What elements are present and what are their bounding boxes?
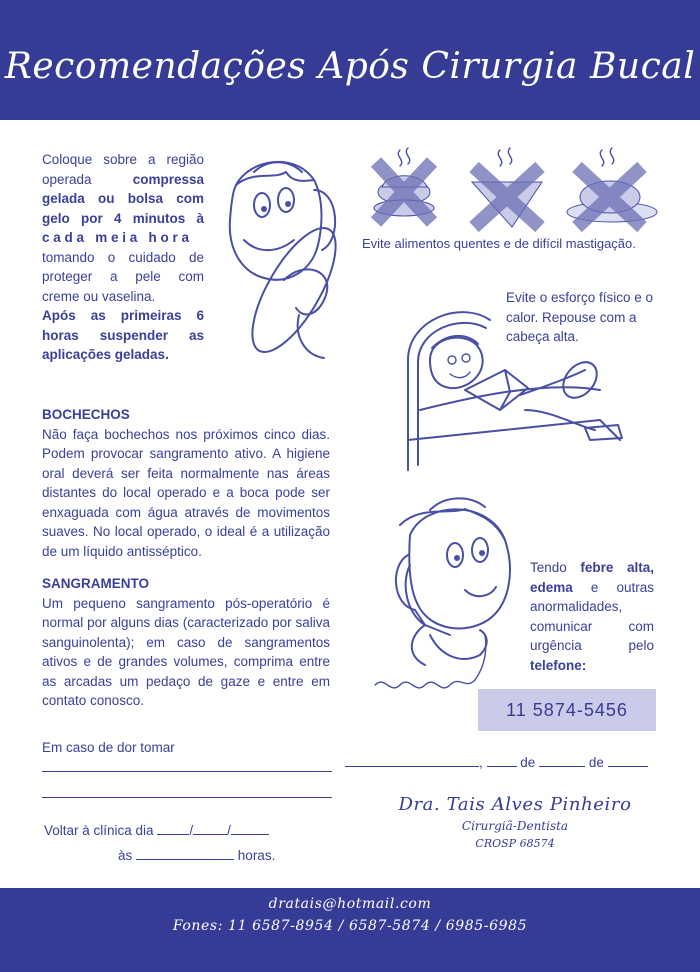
return-time-field[interactable] — [136, 845, 234, 860]
compress-line-2 — [42, 170, 204, 190]
phone-number-box: 11 5874-5456 — [478, 689, 656, 731]
page-title: Recomendações Após Cirurgia Bucal — [4, 46, 696, 87]
city-field[interactable] — [345, 752, 479, 767]
suspend-instructions — [42, 306, 204, 365]
return-date-line — [44, 820, 269, 838]
return-time-prefix: às — [118, 848, 133, 863]
return-year-field[interactable] — [231, 820, 269, 835]
boy-ice-pack-illustration — [214, 150, 354, 360]
suspend-line-1: Após as primeiras 6 — [42, 308, 204, 323]
footer-banner — [0, 888, 700, 972]
doctor-role: Cirurgiã-Dentista — [461, 819, 569, 833]
return-time-suffix: horas. — [237, 848, 276, 863]
footer-phones: Fones: 11 6587-8954 / 6587-5874 / 6985-6985 — [172, 918, 528, 934]
compress-line-2a: operada — [42, 171, 92, 187]
boy-telephone-illustration — [370, 495, 530, 695]
fever-text-1: Tendo — [530, 560, 581, 575]
sangramento-title: SANGRAMENTO — [42, 576, 150, 591]
date-separator-2: / — [227, 823, 231, 838]
compress-line-2b: compressa — [132, 171, 204, 187]
pain-medication-field-1[interactable] — [42, 771, 332, 772]
fever-text-2: e outras anormalidades, comunicar com urgência pelo — [530, 579, 654, 653]
compress-instructions — [42, 150, 204, 306]
date-de-2: de — [588, 755, 604, 770]
return-time-line — [118, 845, 275, 863]
bochechos-text: Não faça bochechos nos próximos cinco dias. Podem provocar sangramento ativo. A higiene oral deverá ser feita normalmente nas áreas distantes do local operado e a boca pode ser enxaguada com água através de movimentos suaves. No local operado, o ideal é a utilização de um líquido antisséptico. — [42, 426, 330, 559]
sangramento-text: Um pequeno sangramento pós-operatório é normal por alguns dias (caracterizado por saliva sanguinolenta); em caso de sangramentos ativos e de grandes volumes, comprima entre as arcadas um pedaço de gaze e entre em contato conosco. — [42, 595, 330, 708]
suspend-line-3: aplicações geladas. — [42, 347, 169, 362]
date-comma: , — [479, 755, 483, 770]
pain-medication-label: Em caso de dor tomar — [42, 740, 175, 755]
compress-line-5: c a d a m e i a h o r a — [42, 230, 190, 245]
sangramento-section — [42, 574, 330, 711]
doctor-registration: CROSP 68574 — [475, 837, 555, 850]
fever-bold-2: edema — [530, 579, 573, 595]
foods-caption: Evite alimentos quentes e de difícil mastigação. — [362, 236, 636, 251]
date-separator-1: / — [189, 823, 194, 838]
compress-line-6: tomando o cuidado de — [42, 249, 204, 265]
bochechos-section — [42, 405, 330, 561]
compress-line-8: creme ou vaselina. — [42, 288, 156, 304]
compress-line-7: proteger a pele com — [42, 269, 204, 284]
date-year-field[interactable] — [608, 752, 648, 767]
compress-line-4: gelo por 4 minutos à — [42, 210, 204, 226]
pain-medication-field-2[interactable] — [42, 797, 332, 798]
fever-bold-1: febre alta, — [580, 560, 654, 575]
bochechos-title: BOCHECHOS — [42, 407, 130, 422]
signature-date-line — [345, 752, 648, 770]
doctor-name: Dra. Tais Alves Pinheiro — [398, 794, 632, 815]
return-date-label: Voltar à clínica dia — [44, 823, 154, 838]
fever-bold-3: telefone: — [530, 657, 587, 673]
date-month-field[interactable] — [539, 752, 585, 767]
return-day-field[interactable] — [157, 820, 189, 835]
hot-food-crossed-icons — [372, 142, 662, 232]
rest-instructions: Evite o esforço físico e o calor. Repouse com a cabeça alta. — [506, 290, 654, 344]
footer-email[interactable]: dratais@hotmail.com — [268, 896, 432, 912]
boy-resting-bed-illustration — [400, 300, 630, 475]
date-day-field[interactable] — [487, 752, 517, 767]
date-de-1: de — [520, 755, 536, 770]
header-banner — [0, 0, 700, 120]
return-month-field[interactable] — [193, 820, 227, 835]
suspend-line-2: horas suspender as — [42, 327, 204, 343]
compress-line-1: Coloque sobre a região — [42, 152, 204, 167]
fever-instructions — [530, 558, 654, 675]
compress-line-3: gelada ou bolsa com — [42, 191, 204, 206]
